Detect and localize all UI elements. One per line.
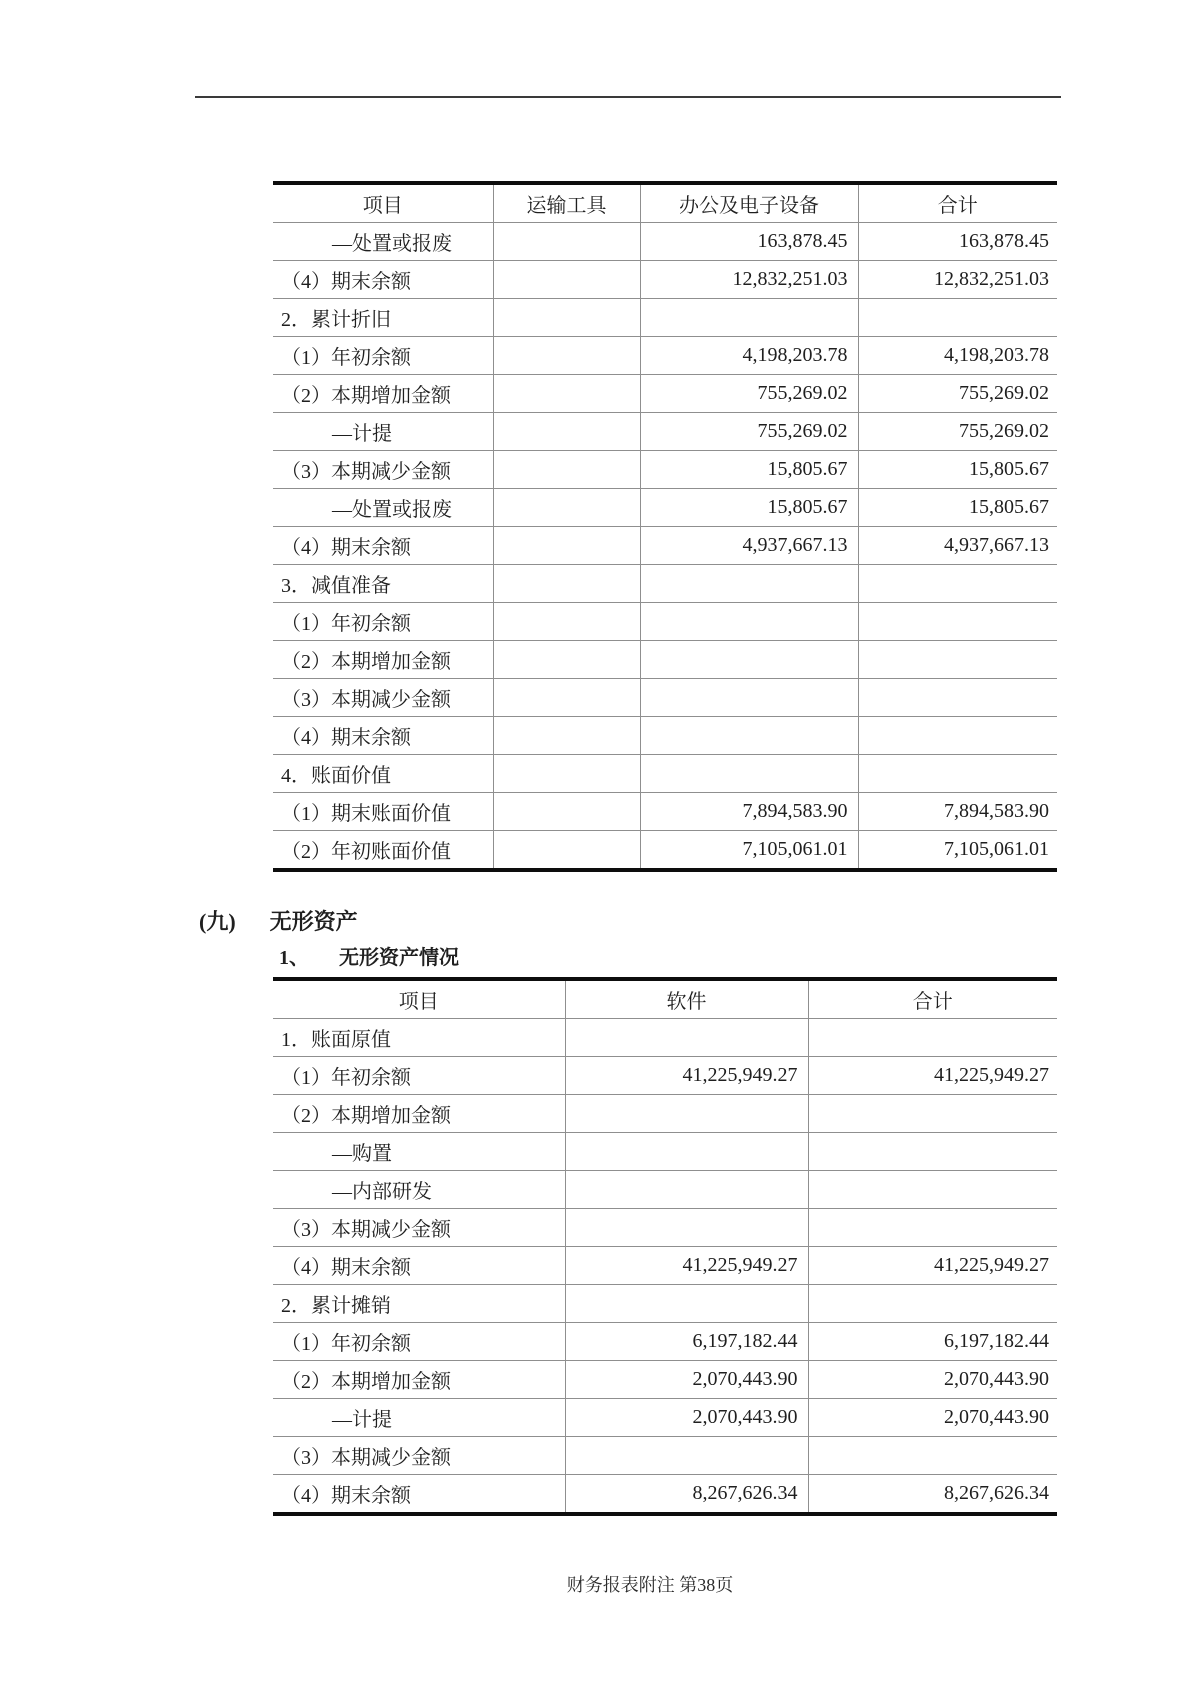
- row-value: 7,894,583.90: [858, 793, 1057, 831]
- row-value: 2,070,443.90: [565, 1361, 808, 1399]
- row-value: [640, 565, 858, 603]
- table-row: [273, 641, 1057, 679]
- row-value: [808, 1285, 1057, 1323]
- row-label: （1）年初余额: [273, 1323, 565, 1361]
- row-label: 2．累计折旧: [273, 299, 493, 337]
- column-header-software: 软件: [565, 979, 808, 1019]
- row-label: —购置: [273, 1133, 565, 1171]
- column-header-item: 项目: [273, 183, 493, 223]
- row-value: [808, 1171, 1057, 1209]
- row-value: [858, 679, 1057, 717]
- table-row: [273, 1361, 1057, 1399]
- row-value: 6,197,182.44: [808, 1323, 1057, 1361]
- row-value: [493, 565, 640, 603]
- row-label: —计提: [273, 413, 493, 451]
- row-value: 2,070,443.90: [565, 1399, 808, 1437]
- row-value: [640, 603, 858, 641]
- row-value: [858, 717, 1057, 755]
- row-value: [493, 375, 640, 413]
- table-row: [273, 1285, 1057, 1323]
- table-row: [273, 1171, 1057, 1209]
- table-row: [273, 451, 1057, 489]
- row-value: 41,225,949.27: [808, 1247, 1057, 1285]
- column-header-total: 合计: [808, 979, 1057, 1019]
- row-value: [858, 603, 1057, 641]
- row-value: [640, 717, 858, 755]
- row-label: —计提: [273, 1399, 565, 1437]
- row-value: [493, 413, 640, 451]
- intangible-assets-table: [273, 977, 1057, 1516]
- row-value: [493, 527, 640, 565]
- row-value: [493, 755, 640, 793]
- row-value: 4,937,667.13: [640, 527, 858, 565]
- table-row: [273, 755, 1057, 793]
- table-row: [273, 337, 1057, 375]
- row-label: （3）本期减少金额: [273, 451, 493, 489]
- row-label: （1）年初余额: [273, 337, 493, 375]
- table-row: [273, 413, 1057, 451]
- row-value: [565, 1171, 808, 1209]
- column-header-total: 合计: [858, 183, 1057, 223]
- row-value: 15,805.67: [858, 489, 1057, 527]
- row-label: （1）年初余额: [273, 603, 493, 641]
- row-value: 6,197,182.44: [565, 1323, 808, 1361]
- table-row: [273, 793, 1057, 831]
- row-value: [493, 679, 640, 717]
- table-row: [273, 489, 1057, 527]
- row-label: （2）本期增加金额: [273, 641, 493, 679]
- column-header-office-equipment: 办公及电子设备: [640, 183, 858, 223]
- row-label: （4）期末余额: [273, 717, 493, 755]
- row-value: [808, 1209, 1057, 1247]
- row-value: 8,267,626.34: [565, 1475, 808, 1515]
- row-value: [565, 1133, 808, 1171]
- row-value: [493, 793, 640, 831]
- row-value: [858, 565, 1057, 603]
- row-value: [493, 641, 640, 679]
- row-label: （4）期末余额: [273, 1475, 565, 1515]
- row-value: [493, 261, 640, 299]
- row-label: —处置或报废: [273, 223, 493, 261]
- row-value: 2,070,443.90: [808, 1399, 1057, 1437]
- row-value: 163,878.45: [640, 223, 858, 261]
- row-value: [493, 451, 640, 489]
- row-value: 8,267,626.34: [808, 1475, 1057, 1515]
- table-row: [273, 1437, 1057, 1475]
- row-value: [808, 1019, 1057, 1057]
- table-row: [273, 527, 1057, 565]
- row-label: （1）年初余额: [273, 1057, 565, 1095]
- row-value: [493, 223, 640, 261]
- row-value: [565, 1437, 808, 1475]
- row-value: 41,225,949.27: [565, 1057, 808, 1095]
- row-value: [493, 489, 640, 527]
- column-header-vehicles: 运输工具: [493, 183, 640, 223]
- table-header-row: [273, 183, 1057, 223]
- row-value: 15,805.67: [640, 489, 858, 527]
- row-value: [858, 299, 1057, 337]
- table-row: [273, 375, 1057, 413]
- table-row: [273, 565, 1057, 603]
- row-value: [858, 641, 1057, 679]
- row-value: 755,269.02: [640, 375, 858, 413]
- row-value: 12,832,251.03: [640, 261, 858, 299]
- row-value: [640, 299, 858, 337]
- row-label: （3）本期减少金额: [273, 1437, 565, 1475]
- row-label: —内部研发: [273, 1171, 565, 1209]
- subsection-heading: [279, 945, 459, 971]
- row-label: （3）本期减少金额: [273, 1209, 565, 1247]
- table-row: [273, 1323, 1057, 1361]
- table-row: [273, 679, 1057, 717]
- row-label: 4．账面价值: [273, 755, 493, 793]
- row-value: 41,225,949.27: [808, 1057, 1057, 1095]
- table-row: [273, 1209, 1057, 1247]
- row-value: 755,269.02: [640, 413, 858, 451]
- table-row: [273, 261, 1057, 299]
- row-label: （4）期末余额: [273, 527, 493, 565]
- row-value: [493, 831, 640, 871]
- section-title: 无形资产: [269, 909, 358, 934]
- row-value: 41,225,949.27: [565, 1247, 808, 1285]
- row-value: 15,805.67: [858, 451, 1057, 489]
- subsection-title: 无形资产情况: [339, 947, 459, 969]
- row-value: [493, 337, 640, 375]
- row-value: 2,070,443.90: [808, 1361, 1057, 1399]
- table-row: [273, 1399, 1057, 1437]
- row-value: [493, 717, 640, 755]
- row-label: （4）期末余额: [273, 261, 493, 299]
- table-row: [273, 1019, 1057, 1057]
- row-value: 12,832,251.03: [858, 261, 1057, 299]
- row-value: 15,805.67: [640, 451, 858, 489]
- table-row: [273, 603, 1057, 641]
- row-value: 163,878.45: [858, 223, 1057, 261]
- table-row: [273, 831, 1057, 871]
- row-value: [640, 755, 858, 793]
- row-label: （2）本期增加金额: [273, 375, 493, 413]
- row-value: [858, 755, 1057, 793]
- row-value: [808, 1133, 1057, 1171]
- row-label: 1．账面原值: [273, 1019, 565, 1057]
- row-label: （2）本期增加金额: [273, 1095, 565, 1133]
- row-label: （2）年初账面价值: [273, 831, 493, 871]
- table-row: [273, 1095, 1057, 1133]
- row-value: 4,937,667.13: [858, 527, 1057, 565]
- row-value: 4,198,203.78: [640, 337, 858, 375]
- column-header-item: 项目: [273, 979, 565, 1019]
- table-row: [273, 299, 1057, 337]
- row-label: 3．减值准备: [273, 565, 493, 603]
- subsection-number: 1、: [279, 947, 309, 969]
- row-label: （2）本期增加金额: [273, 1361, 565, 1399]
- row-label: （3）本期减少金额: [273, 679, 493, 717]
- row-value: 7,105,061.01: [858, 831, 1057, 871]
- row-value: [565, 1019, 808, 1057]
- row-value: [493, 603, 640, 641]
- table-row: [273, 1057, 1057, 1095]
- table-row: [273, 1133, 1057, 1171]
- fixed-assets-table: [273, 181, 1057, 872]
- row-value: [808, 1437, 1057, 1475]
- row-value: [808, 1095, 1057, 1133]
- row-value: [640, 679, 858, 717]
- row-value: [640, 641, 858, 679]
- table-header-row: [273, 979, 1057, 1019]
- section-number: (九): [199, 909, 236, 934]
- table-row: [273, 1247, 1057, 1285]
- row-label: （1）期末账面价值: [273, 793, 493, 831]
- row-value: 7,105,061.01: [640, 831, 858, 871]
- row-value: [565, 1285, 808, 1323]
- table-row: [273, 717, 1057, 755]
- row-value: 4,198,203.78: [858, 337, 1057, 375]
- row-value: 7,894,583.90: [640, 793, 858, 831]
- section-heading: [199, 908, 358, 936]
- row-value: [493, 299, 640, 337]
- table-row: [273, 223, 1057, 261]
- table-row: [273, 1475, 1057, 1515]
- row-value: 755,269.02: [858, 413, 1057, 451]
- row-label: （4）期末余额: [273, 1247, 565, 1285]
- row-value: 755,269.02: [858, 375, 1057, 413]
- page-footer: 财务报表附注 第38页: [566, 1575, 734, 1595]
- row-label: —处置或报废: [273, 489, 493, 527]
- row-value: [565, 1095, 808, 1133]
- row-value: [565, 1209, 808, 1247]
- row-label: 2．累计摊销: [273, 1285, 565, 1323]
- page-header-rule: [195, 96, 1061, 98]
